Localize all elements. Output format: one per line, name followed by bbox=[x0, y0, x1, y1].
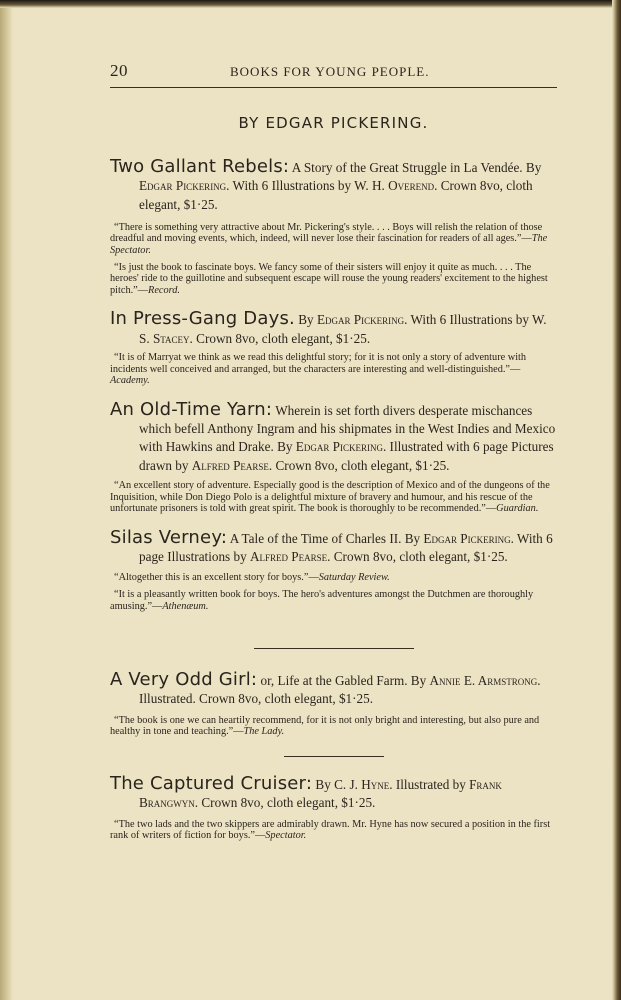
title-separator: : bbox=[265, 398, 273, 420]
book-entry bbox=[110, 671, 557, 738]
author-heading: BY EDGAR PICKERING. bbox=[238, 114, 429, 132]
description-text: By bbox=[294, 312, 317, 328]
description-text: Crown 8vo, cloth elegant, $1·25. bbox=[139, 178, 533, 212]
section-divider bbox=[284, 756, 384, 757]
book-description bbox=[110, 398, 557, 475]
quote-text: “Altogether this is an excellent story for boys.”— bbox=[114, 572, 319, 584]
description-text: Crown 8vo, cloth elegant, $1·25. bbox=[192, 330, 371, 346]
quote-source: Academy. bbox=[110, 375, 150, 387]
book-description bbox=[110, 526, 557, 567]
page-number: 20 bbox=[110, 61, 128, 80]
review-quote bbox=[110, 352, 557, 387]
book-entry bbox=[110, 772, 557, 842]
running-title: BOOKS FOR YOUNG PEOPLE. bbox=[230, 64, 430, 79]
title-separator: : bbox=[282, 156, 290, 177]
quote-text: “The book is one we can heartily recommend, for it is not only bright and interesting, but also pure and healthy in tone and teaching.”— bbox=[110, 714, 540, 738]
description-text: With 6 Illustrations by W. S. bbox=[139, 312, 547, 346]
title-separator: : bbox=[250, 669, 258, 691]
book-entry bbox=[110, 398, 557, 515]
description-text: With 6 Illustrations by W. H. bbox=[229, 178, 389, 194]
title-separator: : bbox=[305, 772, 313, 794]
review-quote bbox=[110, 589, 557, 612]
quote-source: The Lady. bbox=[243, 726, 285, 738]
description-text: Illustrated. Crown 8vo, cloth elegant, $1·25. bbox=[139, 691, 374, 707]
description-text: A Tale of the Time of Charles II. By bbox=[227, 530, 424, 546]
book-title: In Press-Gang Days. bbox=[110, 308, 295, 330]
book-description bbox=[110, 671, 557, 709]
quote-source: Record. bbox=[148, 284, 180, 296]
book-description bbox=[110, 772, 557, 813]
person-name: Edgar Pickering. bbox=[316, 312, 408, 328]
person-name: Frank Brangwyn. bbox=[139, 776, 502, 811]
person-name: Hyne. bbox=[361, 776, 393, 792]
person-name: Annie E. Armstrong. bbox=[429, 673, 541, 689]
person-name: Stacey. bbox=[152, 330, 193, 346]
quote-source: Guardian. bbox=[496, 503, 539, 515]
book-entry bbox=[110, 158, 557, 296]
review-quote bbox=[110, 262, 557, 297]
quote-text: “Is just the book to fascinate boys. We fancy some of their sisters will enjoy it quite as much. . . . The heroes' ride to the guillotine and subsequent escape will rouse the young readers' excitement to the highest pitch.”— bbox=[110, 261, 548, 296]
person-name: Edgar Pickering. bbox=[423, 530, 514, 546]
quote-source: Saturday Review. bbox=[318, 572, 390, 584]
person-name: Alfred Pearse. bbox=[191, 457, 273, 473]
person-name: Overend. bbox=[388, 178, 438, 194]
review-quote bbox=[110, 819, 557, 842]
description-text: Illustrated with 6 page Pictures drawn by bbox=[139, 439, 554, 473]
review-quote bbox=[110, 572, 557, 584]
description-text: Crown 8vo, cloth elegant, $1·25. bbox=[198, 795, 376, 811]
description-text: Crown 8vo, cloth elegant, $1·25. bbox=[272, 457, 450, 473]
quote-source: Spectator. bbox=[265, 830, 307, 842]
person-name: Edgar Pickering. bbox=[139, 178, 230, 194]
book-title: Two Gallant Rebels bbox=[110, 156, 283, 177]
person-name: Edgar Pickering. bbox=[295, 439, 387, 455]
book-title: A Very Odd Girl bbox=[110, 669, 251, 691]
description-text: or, Life at the Gabled Farm. By bbox=[257, 673, 430, 689]
quote-source: The Spectator. bbox=[110, 233, 548, 257]
book-title: Silas Verney bbox=[110, 526, 221, 548]
review-quote bbox=[110, 222, 557, 257]
quote-source: Athenæum. bbox=[162, 600, 209, 612]
book-title: The Captured Cruiser bbox=[110, 772, 306, 794]
quote-text: “It is a pleasantly written book for boys. The hero's adventures amongst the Dutchmen are thoroughly amusing.”— bbox=[110, 588, 534, 612]
book-entry bbox=[110, 526, 557, 612]
quote-text: “It is of Marryat we think as we read this delightful story; for it is not only a story of adventure with incidents well conceived and arranged, but the characters are interesting and well-distinguished.”— bbox=[110, 352, 527, 375]
description-text: A Story of the Great Struggle in La Vendée. By bbox=[289, 160, 542, 175]
quote-text: “The two lads and the two skippers are admirably drawn. Mr. Hyne has now secured a position in the first rank of writers of fiction for boys.”— bbox=[110, 818, 551, 842]
book-page bbox=[110, 61, 557, 842]
book-description bbox=[110, 310, 557, 348]
page-edge-right bbox=[612, 0, 621, 1000]
description-text: With 6 page Illustrations by bbox=[139, 530, 553, 565]
review-quote bbox=[110, 480, 557, 515]
page-edge-left bbox=[0, 0, 13, 1000]
book-description bbox=[110, 158, 557, 214]
review-quote bbox=[110, 715, 557, 738]
book-entry bbox=[110, 310, 557, 386]
description-text: Crown 8vo, cloth elegant, $1·25. bbox=[330, 549, 508, 565]
quote-text: “An excellent story of adventure. Especially good is the description of Mexico and of the dungeons of the Inquisition, while Don Diego Polo is a delightful mixture of bravery and humour, and his rescue of the unfortunate prisoners is told with great spirit. The book is thoroughly to be recommended.”— bbox=[110, 480, 550, 515]
quote-text: “There is something very attractive about Mr. Pickering's style. . . . Boys will relish the relation of those dreadful and moving events, which, indeed, will never lose their fascination for readers of all ages.”— bbox=[110, 221, 543, 245]
book-list bbox=[110, 158, 557, 842]
section-divider bbox=[254, 648, 414, 649]
book-title: An Old-Time Yarn bbox=[110, 398, 266, 420]
person-name: Alfred Pearse. bbox=[249, 549, 331, 565]
running-head bbox=[110, 61, 557, 88]
page-edge-top bbox=[0, 0, 621, 8]
description-text: Illustrated by bbox=[392, 776, 470, 792]
description-text: Wherein is set forth divers desperate mischances which befell Anthony Ingram and his shipmates in the West Indies and Mexico with Hawkins and Drake. By bbox=[139, 402, 556, 455]
title-separator: : bbox=[220, 526, 228, 548]
description-text: By C. J. bbox=[312, 776, 362, 792]
